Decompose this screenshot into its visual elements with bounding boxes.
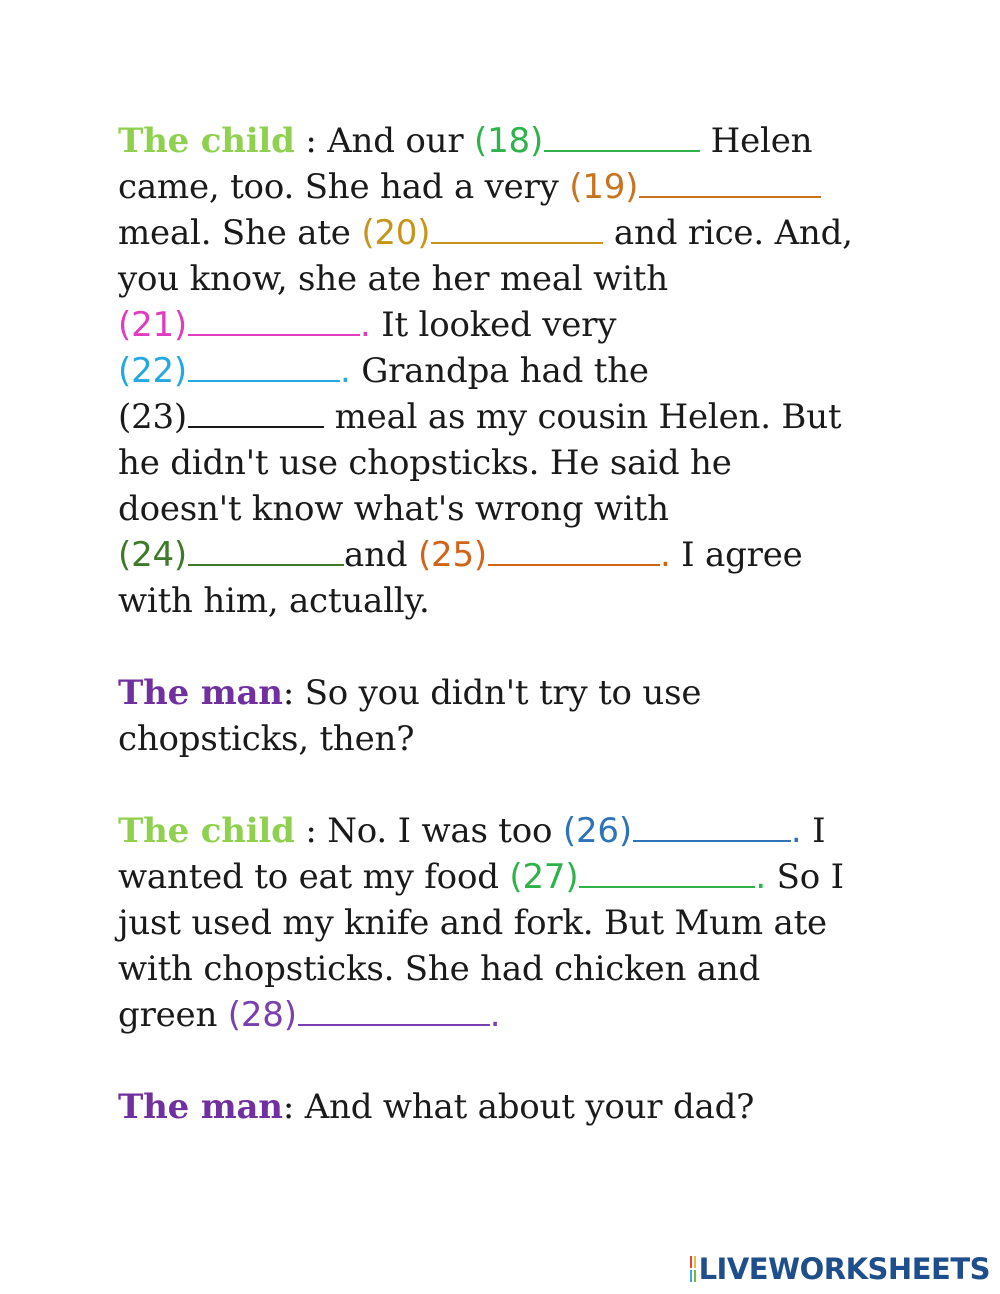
- text-line: [118, 394, 918, 440]
- blank-21[interactable]: [188, 304, 360, 336]
- blank-25-number: (25): [417, 535, 487, 575]
- line-text: and rice. And,: [603, 213, 853, 253]
- blank-23[interactable]: [188, 396, 324, 428]
- speaker-child: The child: [118, 121, 295, 161]
- liveworksheets-logo: [690, 1252, 990, 1286]
- period: .: [360, 305, 371, 345]
- speaker-man: The man: [118, 673, 283, 713]
- line-text: meal. She ate: [118, 213, 362, 253]
- text-line: [118, 348, 918, 394]
- text-line: [118, 992, 918, 1038]
- blank-27[interactable]: [579, 856, 755, 888]
- line-text: just used my knife and fork. But Mum ate: [118, 903, 827, 943]
- blank-18-number: (18): [474, 121, 544, 161]
- blank-22-number: (22): [118, 351, 187, 391]
- blank-23-number: (23): [118, 397, 187, 437]
- line-text: green: [118, 995, 228, 1035]
- period: .: [755, 857, 766, 897]
- blank-20[interactable]: [431, 212, 603, 244]
- blank-21-number: (21): [118, 305, 187, 345]
- worksheet-text: [118, 118, 918, 1130]
- speaker-child: The child: [118, 811, 295, 851]
- period: .: [659, 535, 671, 575]
- line-text: meal as my cousin Helen. But: [324, 397, 842, 437]
- liveworksheets-logo-icon: [690, 1256, 696, 1282]
- line-text: Helen: [700, 121, 813, 161]
- line-text: with him, actually.: [118, 581, 430, 621]
- text-line: [118, 256, 918, 302]
- text-line: [118, 1084, 918, 1130]
- text-line: [118, 302, 918, 348]
- text-line: [118, 578, 918, 624]
- line-text: It looked very: [370, 305, 617, 345]
- text-line: [118, 716, 918, 762]
- line-text: I: [801, 811, 826, 851]
- blank-18[interactable]: [544, 120, 700, 152]
- period: .: [340, 351, 351, 391]
- blank-24-number: (24): [118, 535, 187, 575]
- line-text: with chopsticks. She had chicken and: [118, 949, 761, 989]
- line-text: chopsticks, then?: [118, 719, 415, 759]
- text-line: [118, 854, 918, 900]
- text-line: [118, 946, 918, 992]
- line-text: he didn't use chopsticks. He said he: [118, 443, 732, 483]
- line-text: : No. I was too: [294, 811, 563, 851]
- line-text: and: [344, 535, 418, 575]
- blank-25[interactable]: [488, 534, 660, 566]
- logo-text: LIVEWORKSHEETS: [698, 1252, 990, 1286]
- blank-19[interactable]: [639, 166, 821, 198]
- text-line: [118, 210, 918, 256]
- line-text: wanted to eat my food: [118, 857, 510, 897]
- blank-20-number: (20): [361, 213, 431, 253]
- line-text: : So you didn't try to use: [282, 673, 702, 713]
- period: .: [790, 811, 802, 851]
- blank-26-number: (26): [562, 811, 632, 851]
- line-text: you know, she ate her meal with: [118, 259, 668, 299]
- text-line: [118, 440, 918, 486]
- text-line: [118, 670, 918, 716]
- blank-28[interactable]: [298, 994, 490, 1026]
- line-text: : And what about your dad?: [282, 1087, 755, 1127]
- speaker-man: The man: [118, 1087, 283, 1127]
- blank-27-number: (27): [509, 857, 579, 897]
- line-text: Grandpa had the: [350, 351, 649, 391]
- line-text: So I: [766, 857, 844, 897]
- blank-26[interactable]: [633, 810, 791, 842]
- line-text: doesn't know what's wrong with: [118, 489, 669, 529]
- text-line: [118, 532, 918, 578]
- line-text: : And our: [294, 121, 475, 161]
- line-text: came, too. She had a very: [118, 167, 570, 207]
- text-line: [118, 900, 918, 946]
- blank-28-number: (28): [227, 995, 297, 1035]
- blank-19-number: (19): [569, 167, 639, 207]
- text-line: [118, 164, 918, 210]
- line-text: I agree: [670, 535, 803, 575]
- blank-24[interactable]: [188, 534, 344, 566]
- period: .: [489, 995, 501, 1035]
- text-line: [118, 118, 918, 164]
- blank-22[interactable]: [188, 350, 340, 382]
- text-line: [118, 808, 918, 854]
- text-line: [118, 486, 918, 532]
